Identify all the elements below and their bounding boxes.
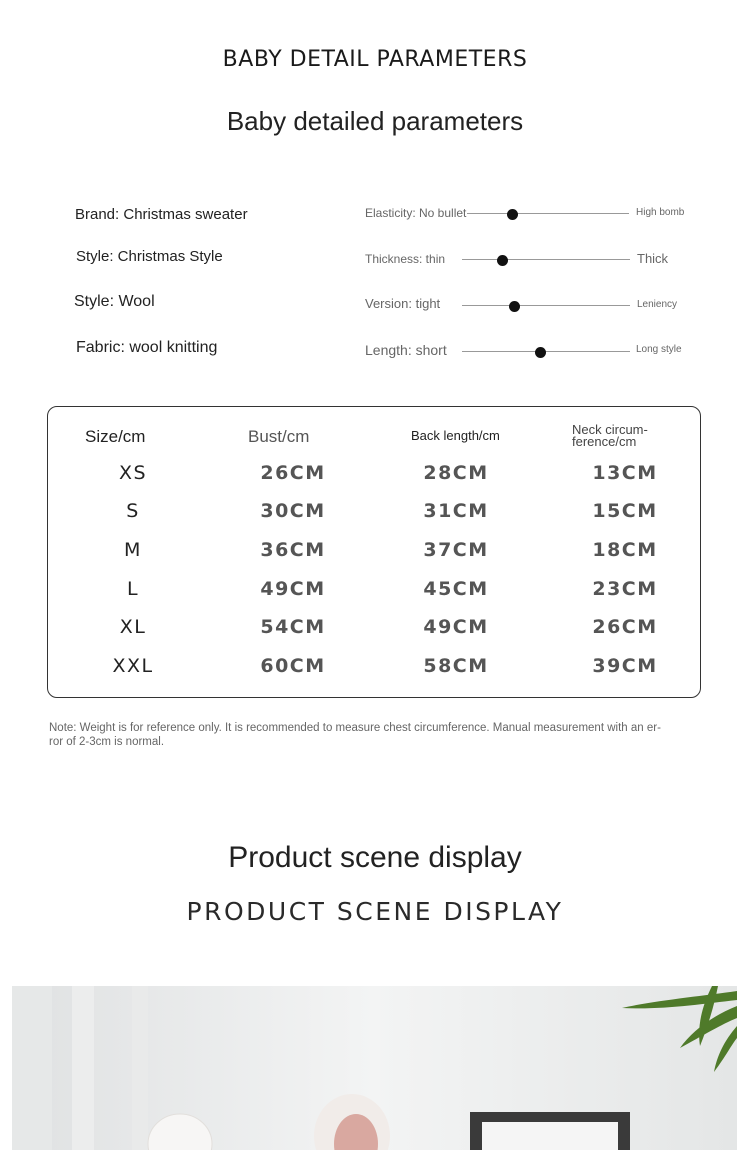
size-note: [49, 721, 709, 749]
slider-thickness-end: Thick: [637, 251, 669, 266]
slider-elasticity-end: High bomb: [636, 207, 685, 218]
picture-frame-inner: [482, 1122, 618, 1150]
table-cell-size: L: [126, 578, 140, 600]
table-cell-neck: 15CM: [592, 500, 658, 522]
scene-illustration: [12, 986, 737, 1150]
param-style-christmas: Style: Christmas Style: [76, 248, 223, 265]
slider-thickness-track: [462, 259, 630, 260]
table-cell-neck: 13CM: [592, 462, 658, 484]
table-cell-bust: 54CM: [260, 616, 326, 638]
table-cell-bust: 30CM: [260, 500, 326, 522]
slider-elasticity-label: Elasticity: No bullet: [365, 206, 467, 220]
table-cell-bust: 49CM: [260, 578, 326, 600]
header-neck: [572, 424, 648, 448]
slider-version-end: Leniency: [637, 299, 678, 310]
header-neck-line2: ference/cm: [572, 434, 637, 449]
table-cell-neck: 23CM: [592, 578, 658, 600]
slider-length-knob: [535, 347, 546, 358]
slider-version-knob: [509, 301, 520, 312]
curtain-fold: [12, 986, 52, 1150]
header-neck-line1: Neck circum-: [572, 422, 648, 437]
table-cell-size: S: [126, 500, 140, 522]
size-note-line2: ror of 2-3cm is normal.: [49, 736, 165, 748]
table-cell-size: M: [124, 539, 142, 561]
table-cell-back: 58CM: [423, 655, 489, 677]
table-cell-bust: 26CM: [260, 462, 326, 484]
table-cell-bust: 36CM: [260, 539, 326, 561]
scene-title: Product scene display: [228, 841, 522, 874]
table-cell-back: 49CM: [423, 616, 489, 638]
curtain-fold: [132, 986, 148, 1150]
slider-thickness-label: Thickness: thin: [365, 252, 446, 266]
scene-title-upper: PRODUCT SCENE DISPLAY: [186, 897, 564, 926]
size-note-line1: Note: Weight is for reference only. It is recommended to measure chest circumference. Manual measurement with an er-: [49, 722, 661, 734]
slider-length-label: Length: short: [365, 342, 447, 358]
param-brand: Brand: Christmas sweater: [75, 206, 248, 223]
table-cell-back: 37CM: [423, 539, 489, 561]
table-cell-size: XS: [118, 462, 148, 484]
table-cell-back: 45CM: [423, 578, 489, 600]
table-cell-size: XL: [119, 616, 147, 638]
table-cell-back: 31CM: [423, 500, 489, 522]
slider-version-track: [462, 305, 630, 306]
table-cell-back: 28CM: [423, 462, 489, 484]
table-cell-neck: 39CM: [592, 655, 658, 677]
header-bust: Bust/cm: [248, 427, 310, 446]
product-scene-photo: [12, 986, 737, 1150]
section-title: Baby detailed parameters: [226, 106, 524, 136]
table-cell-size: XXL: [112, 655, 154, 677]
slider-elasticity-knob: [507, 209, 518, 220]
table-cell-neck: 26CM: [592, 616, 658, 638]
slider-thickness-knob: [497, 255, 508, 266]
section-title-upper: BABY DETAIL PARAMETERS: [222, 47, 528, 72]
curtain-fold: [72, 986, 94, 1150]
slider-version-label: Version: tight: [365, 296, 441, 311]
table-cell-bust: 60CM: [260, 655, 326, 677]
param-fabric: Fabric: wool knitting: [76, 339, 218, 356]
slider-length-end: Long style: [636, 344, 682, 355]
table-cell-neck: 18CM: [592, 539, 658, 561]
slider-elasticity-track: [467, 213, 629, 214]
header-back-length: Back length/cm: [411, 428, 500, 443]
header-size: Size/cm: [85, 427, 146, 446]
param-style-wool: Style: Wool: [74, 293, 155, 310]
